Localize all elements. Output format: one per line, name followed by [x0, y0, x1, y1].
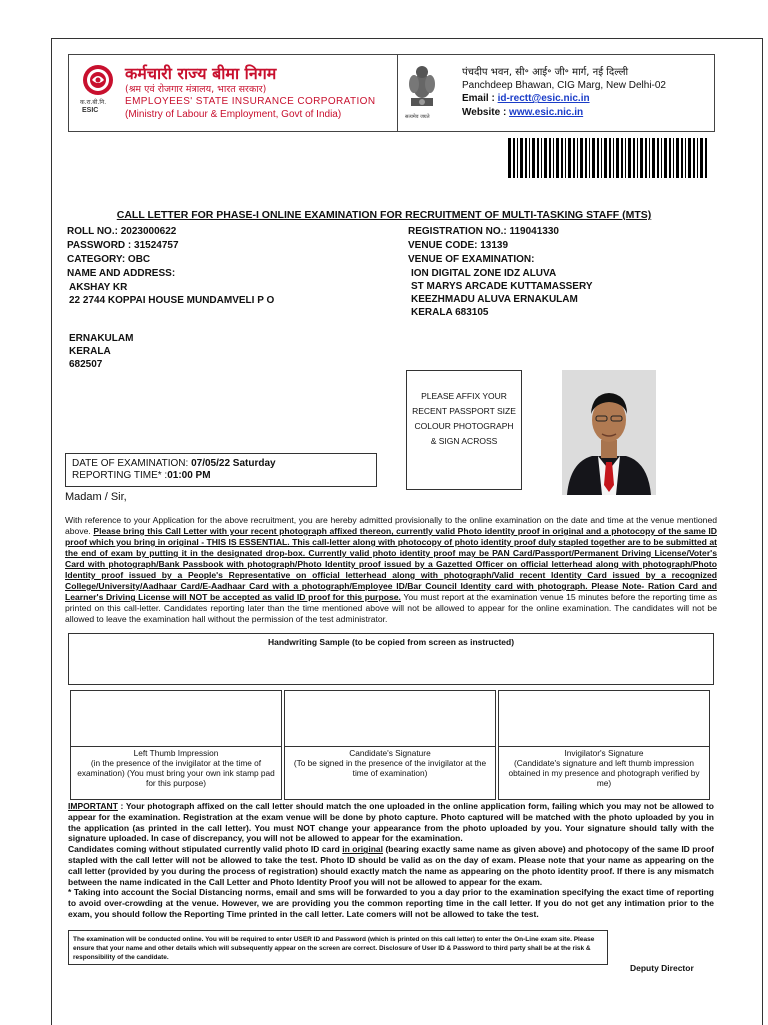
bold-instructions: Please bring this Call Letter with your recent photograph affixed thereon, currently valid Photo identity proof in original and a photocopy of the same ID proof which you bring in original - THIS IS ESSENTIAL. This call-letter along with photocopy of photo identity proof duly stapled together are to be submitted at the end of exam by putting it in the designated drop-box. Currently valid photo identity proof may be PAN Card/Passport/Permanent Driving License/Voter's Card with photograph/Bank Passbook with photograph/Photo Identity proof issued by a Gazetted Officer on official letterhead along with photograph/Photo Identity proof issued by a People's Representative on official letterhead along with photograph/Valid recent Identity Card issued by a recognized College/University/Aadhaar Card/E-Aadhaar Card with a photograph/Employee ID/Bar Council Identity card with photograph. Please Note- Ration Card and Learner's Driving License will NOT be accepted as valid ID proof for this purpose.	[65, 526, 717, 602]
cell-desc: (in the presence of the invigilator at the time of examination) (You must bring your own ink stamp pad for this purpose)	[77, 758, 275, 788]
reporting-time-label: REPORTING TIME* :	[72, 470, 168, 481]
website-label: Website :	[462, 107, 510, 118]
cell-title: Invigilator's Signature	[564, 748, 644, 758]
esic-logo-icon	[78, 62, 118, 122]
venue-line: KERALA 683105	[411, 307, 489, 318]
reporting-time-line	[72, 470, 370, 482]
emblem-caption: सत्यमेव जयते	[405, 114, 430, 120]
handwriting-label: Handwriting Sample (to be copied from screen as instructed)	[267, 637, 515, 647]
left-thumb-impression-box[interactable]	[70, 690, 282, 800]
important-notes	[68, 801, 714, 920]
handwriting-sample-box[interactable]	[68, 633, 714, 685]
exam-date-box	[65, 453, 377, 487]
email-line	[462, 93, 590, 104]
id-paragraph	[68, 844, 714, 887]
website-line	[462, 107, 583, 118]
logo-caption-hindi: क.रा.बी.नि.	[80, 99, 107, 106]
candidate-photo	[562, 370, 656, 495]
address-state: KERALA	[69, 346, 111, 357]
closing-text: You must report at the examination venue 15 minutes before the reporting time as printed on this call-letter. Candidates reporting later than the time mentioned above will not be allowed to appear for the online examination. The candidates will not be allowed to leave the examination hall without the permission of the test administrator.	[65, 592, 718, 624]
cell-desc: (To be signed in the presence of the invigilator at the time of examination)	[293, 758, 487, 778]
photo-instruction: COLOUR PHOTOGRAPH	[414, 421, 514, 431]
email-label: Email :	[462, 93, 498, 104]
instructions-paragraph	[65, 515, 717, 625]
address-city: ERNAKULAM	[69, 333, 134, 344]
cell-divider	[499, 746, 709, 747]
roll-number: ROLL NO.: 2023000622	[67, 226, 177, 237]
password: PASSWORD : 31524757	[67, 240, 179, 251]
footer-note-box	[68, 930, 608, 965]
important-text: : Your photograph affixed on the call letter should match the one uploaded in the online application form, failing which you may not be allowed to appear for the examination. Registration at the exam venue will be done by photo capture. Photo captured will be matched with the photo uploaded by you in the application (as printed in the call letter). You must NOT change your appearance from the photo uploaded by you. Your signature should tally with the signature uploaded. In case of discrepancy, you will not be allowed to appear for the examination.	[68, 801, 714, 844]
photo-instruction: & SIGN ACROSS	[430, 436, 498, 446]
important-paragraph	[68, 801, 714, 844]
id-text: Candidates coming without stipulated currently valid photo ID card	[68, 844, 343, 855]
venue-code: VENUE CODE: 13139	[408, 240, 509, 251]
address-line: 22 2744 KOPPAI HOUSE MUNDAMVELI P O	[69, 295, 275, 306]
address-english: Panchdeep Bhawan, CIG Marg, New Delhi-02	[462, 80, 666, 91]
distancing-paragraph: * Taking into account the Social Distancing norms, email and sms will be forwarded to you a day prior to the examination specifying the exact time of reporting to avoid over-crowding at the venue. However, we are providing you the common reporting time in the call letter. If you do not get any intimation prior to the exam, you should follow the Reporting Time printed in the call letter. Late comers will not be allowed to take the test.	[68, 887, 714, 919]
category: CATEGORY: OBC	[67, 254, 151, 265]
email-link[interactable]: id-rectt@esic.nic.in	[497, 93, 590, 104]
cell-divider	[71, 746, 281, 747]
barcode-icon	[508, 138, 708, 178]
reporting-time-value: 01:00 PM	[167, 470, 211, 481]
org-name-english: EMPLOYEES' STATE INSURANCE CORPORATION	[125, 96, 376, 107]
website-link[interactable]: www.esic.nic.in	[509, 107, 584, 118]
registration-number: REGISTRATION NO.: 119041330	[408, 226, 559, 237]
cell-caption	[289, 748, 491, 778]
candidate-name: AKSHAY KR	[69, 282, 128, 293]
photo-placeholder-box	[406, 370, 522, 490]
candidate-signature-box[interactable]	[284, 690, 496, 800]
intro-text: With reference to your Application for the above recruitment, you are hereby admitted provisionally to the online examination on the date and time at the venue mentioned above.	[65, 515, 717, 536]
org-name-hindi: कर्मचारी राज्य बीमा निगम	[125, 64, 277, 83]
exam-date-line	[72, 458, 370, 470]
invigilator-signature-box[interactable]	[498, 690, 710, 800]
venue-label: VENUE OF EXAMINATION:	[408, 254, 535, 265]
important-label: IMPORTANT	[68, 801, 118, 811]
cell-caption	[75, 748, 277, 788]
id-underlined: in original	[342, 844, 383, 855]
cell-divider	[285, 746, 495, 747]
id-text-cont: (bearing exactly same name as given above) and photocopy of the same ID proof stapled with the call letter will not be allowed to take the test. Photo ID should be valid as on the day of exam. Please note that your name as appearing on the call letter (provided by you during the process of registration) should exactly match the name as appearing on the photo identity proof. If there is any mismatch between the name indicated in the Call Letter and Photo Identity Proof you will not be allowed to appear for the exam.	[68, 844, 714, 887]
cell-title: Candidate's Signature	[349, 748, 431, 758]
national-emblem-icon	[405, 60, 439, 124]
ministry-english: (Ministry of Labour & Employment, Govt of India)	[125, 109, 342, 120]
logo-caption-english: ESIC	[82, 107, 99, 114]
exam-date-value: 07/05/22 Saturday	[191, 458, 276, 469]
photo-instruction: PLEASE AFFIX YOUR	[421, 391, 507, 401]
page-title: CALL LETTER FOR PHASE-I ONLINE EXAMINATION FOR RECRUITMENT OF MULTI-TASKING STAFF (MTS)	[116, 209, 652, 221]
address-hindi: पंचदीप भवन, सी॰ आई॰ जी॰ मार्ग, नई दिल्ली	[462, 67, 629, 78]
venue-line: KEEZHMADU ALUVA ERNAKULAM	[411, 294, 578, 305]
ministry-hindi: (श्रम एवं रोजगार मंत्रालय, भारत सरकार)	[125, 84, 267, 95]
exam-date-label: DATE OF EXAMINATION:	[72, 458, 192, 469]
footer-note: The examination will be conducted online. You will be required to enter USER ID and Password (which is printed on this call letter) to enter the On-Line exam site. Please ensure that your name and other details which will subsequently appear on the screen are correct. Disclosure of User ID & Password to third party shall be at the risk & responsibility of the candidate.	[73, 936, 595, 961]
venue-line: ST MARYS ARCADE KUTTAMASSERY	[411, 281, 593, 292]
cell-title: Left Thumb Impression	[133, 748, 219, 758]
name-address-label: NAME AND ADDRESS:	[67, 268, 176, 279]
signatory: Deputy Director	[630, 963, 694, 973]
photo-instruction: RECENT PASSPORT SIZE	[412, 406, 516, 416]
cell-desc: (Candidate's signature and left thumb impression obtained in my presence and photograph verified by me)	[508, 758, 700, 788]
venue-line: ION DIGITAL ZONE IDZ ALUVA	[411, 268, 557, 279]
cell-caption	[503, 748, 705, 788]
salutation: Madam / Sir,	[65, 491, 127, 503]
address-pin: 682507	[69, 359, 103, 370]
header-divider	[397, 54, 398, 131]
